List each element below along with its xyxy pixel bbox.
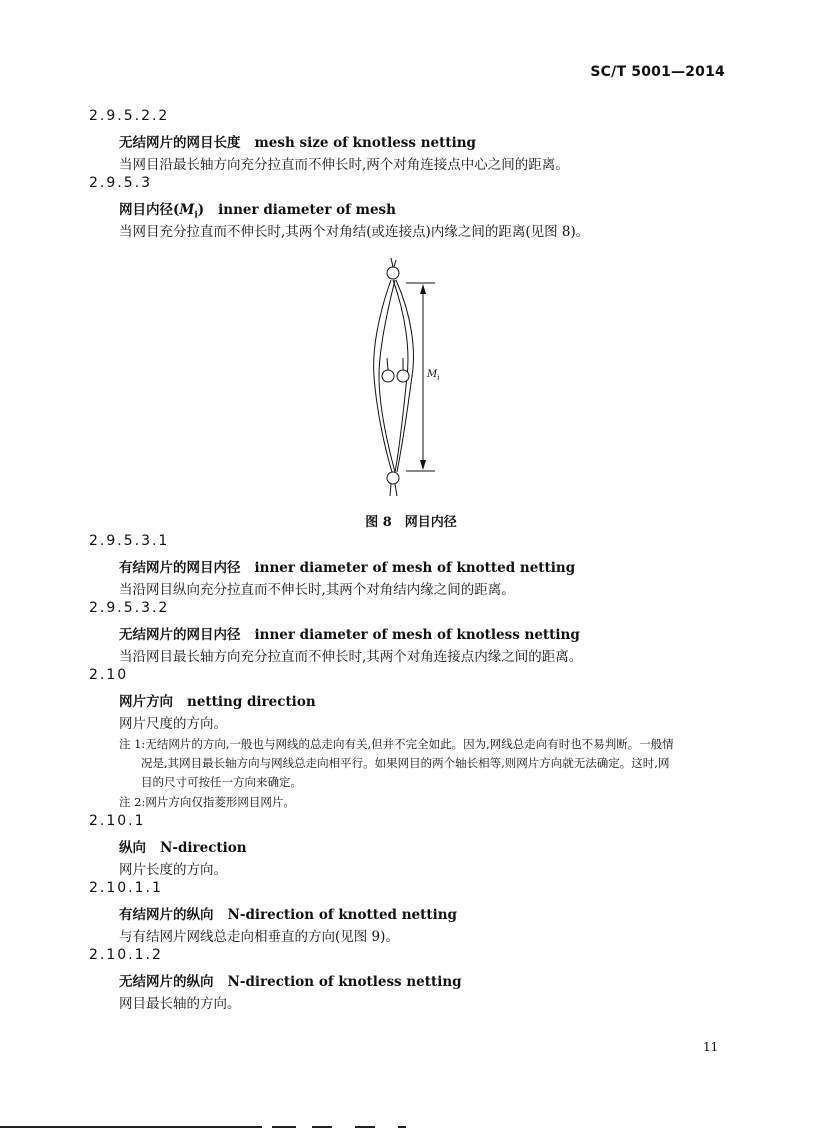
term-heading: [119, 970, 462, 990]
term-en: inner diameter of mesh of knotted netting: [254, 560, 576, 576]
term-en: inner diameter of mesh of knotless netting: [254, 627, 580, 643]
term-heading: [119, 903, 457, 923]
definition: 网目最长轴的方向。: [119, 996, 241, 1012]
term-subscript: i: [194, 210, 198, 221]
term-symbol: M: [179, 202, 195, 218]
term-heading: [119, 690, 316, 710]
term-en: mesh size of knotless netting: [254, 135, 476, 151]
definition: 网片尺度的方向。: [119, 716, 227, 732]
term-zh: 网片方向: [119, 694, 173, 710]
term-en: inner diameter of mesh: [218, 202, 396, 218]
term-heading: [119, 131, 476, 151]
scan-edge-bar: [398, 1126, 406, 1128]
term-heading: [119, 556, 575, 576]
standard-code: SC/T 5001—2014: [590, 64, 725, 80]
definition: 当网目沿最长轴方向充分拉直而不伸长时,两个对角连接点中心之间的距离。: [119, 157, 569, 173]
term-heading: [119, 623, 580, 643]
dimension-label: $M_i$: [427, 369, 440, 382]
term-en: N-direction of knotless netting: [227, 974, 462, 990]
section-number: 2.9.5.2.2: [89, 108, 170, 124]
section-number: 2.9.5.3.1: [89, 533, 170, 549]
section-number: 2.10.1.1: [89, 880, 163, 896]
scan-edge-bar: [0, 1126, 262, 1128]
definition: 当沿网目纵向充分拉直而不伸长时,其两个对角结内缘之间的距离。: [119, 582, 515, 598]
term-zh: 无结网片的网目长度: [119, 135, 241, 151]
definition: 当沿网目最长轴方向充分拉直而不伸长时,其两个对角连接点内缘之间的距离。: [119, 649, 583, 665]
page-number: 11: [703, 1040, 719, 1054]
term-close: ): [197, 202, 205, 218]
term-en: N-direction: [160, 840, 247, 856]
definition: 网片长度的方向。: [119, 862, 227, 878]
scan-edge-bar: [312, 1126, 332, 1128]
term-en: netting direction: [187, 694, 316, 710]
section-number: 2.10.1.2: [89, 947, 163, 963]
note-2: 注 2:网片方向仅指菱形网目网片。: [119, 795, 295, 809]
note-1-continued: 况是,其网目最长轴方向与网线总走向相平行。如果网目的两个轴长相等,则网片方向就无法确定。这时,网: [141, 756, 670, 770]
note-1: 注 1:无结网片的方向,一般也与网线的总走向有关,但并不完全如此。因为,网线总走向有时也不易判断。一般情: [119, 737, 674, 751]
term-heading: [119, 198, 396, 221]
section-number: 2.10.1: [89, 813, 146, 829]
section-number: 2.10: [89, 667, 129, 683]
term-zh: 有结网片的纵向: [119, 907, 214, 923]
term-en: N-direction of knotted netting: [227, 907, 457, 923]
definition: 当网目充分拉直而不伸长时,其两个对角结(或连接点)内缘之间的距离(见图 8)。: [119, 224, 590, 240]
term-zh: 无结网片的网目内径: [119, 627, 241, 643]
section-number: 2.9.5.3: [89, 175, 152, 191]
figure-8-diagram: [360, 256, 470, 500]
term-zh: 有结网片的网目内径: [119, 560, 241, 576]
term-zh: 纵向: [119, 840, 146, 856]
bottom-knot: [387, 472, 399, 484]
scan-edge-bar: [272, 1126, 296, 1128]
scan-edge-bar: [355, 1126, 375, 1128]
left-knot: [382, 370, 394, 382]
top-knot: [387, 267, 399, 279]
note-1-continued: 目的尺寸可按任一方向来确定。: [141, 775, 302, 789]
figure-caption: 图 8 网目内径: [365, 515, 457, 530]
term-heading: [119, 836, 247, 856]
term-zh: 无结网片的纵向: [119, 974, 214, 990]
term-zh: 网目内径(: [119, 202, 180, 218]
definition: 与有结网片网线总走向相垂直的方向(见图 9)。: [119, 929, 399, 945]
section-number: 2.9.5.3.2: [89, 600, 170, 616]
right-knot: [397, 370, 409, 382]
